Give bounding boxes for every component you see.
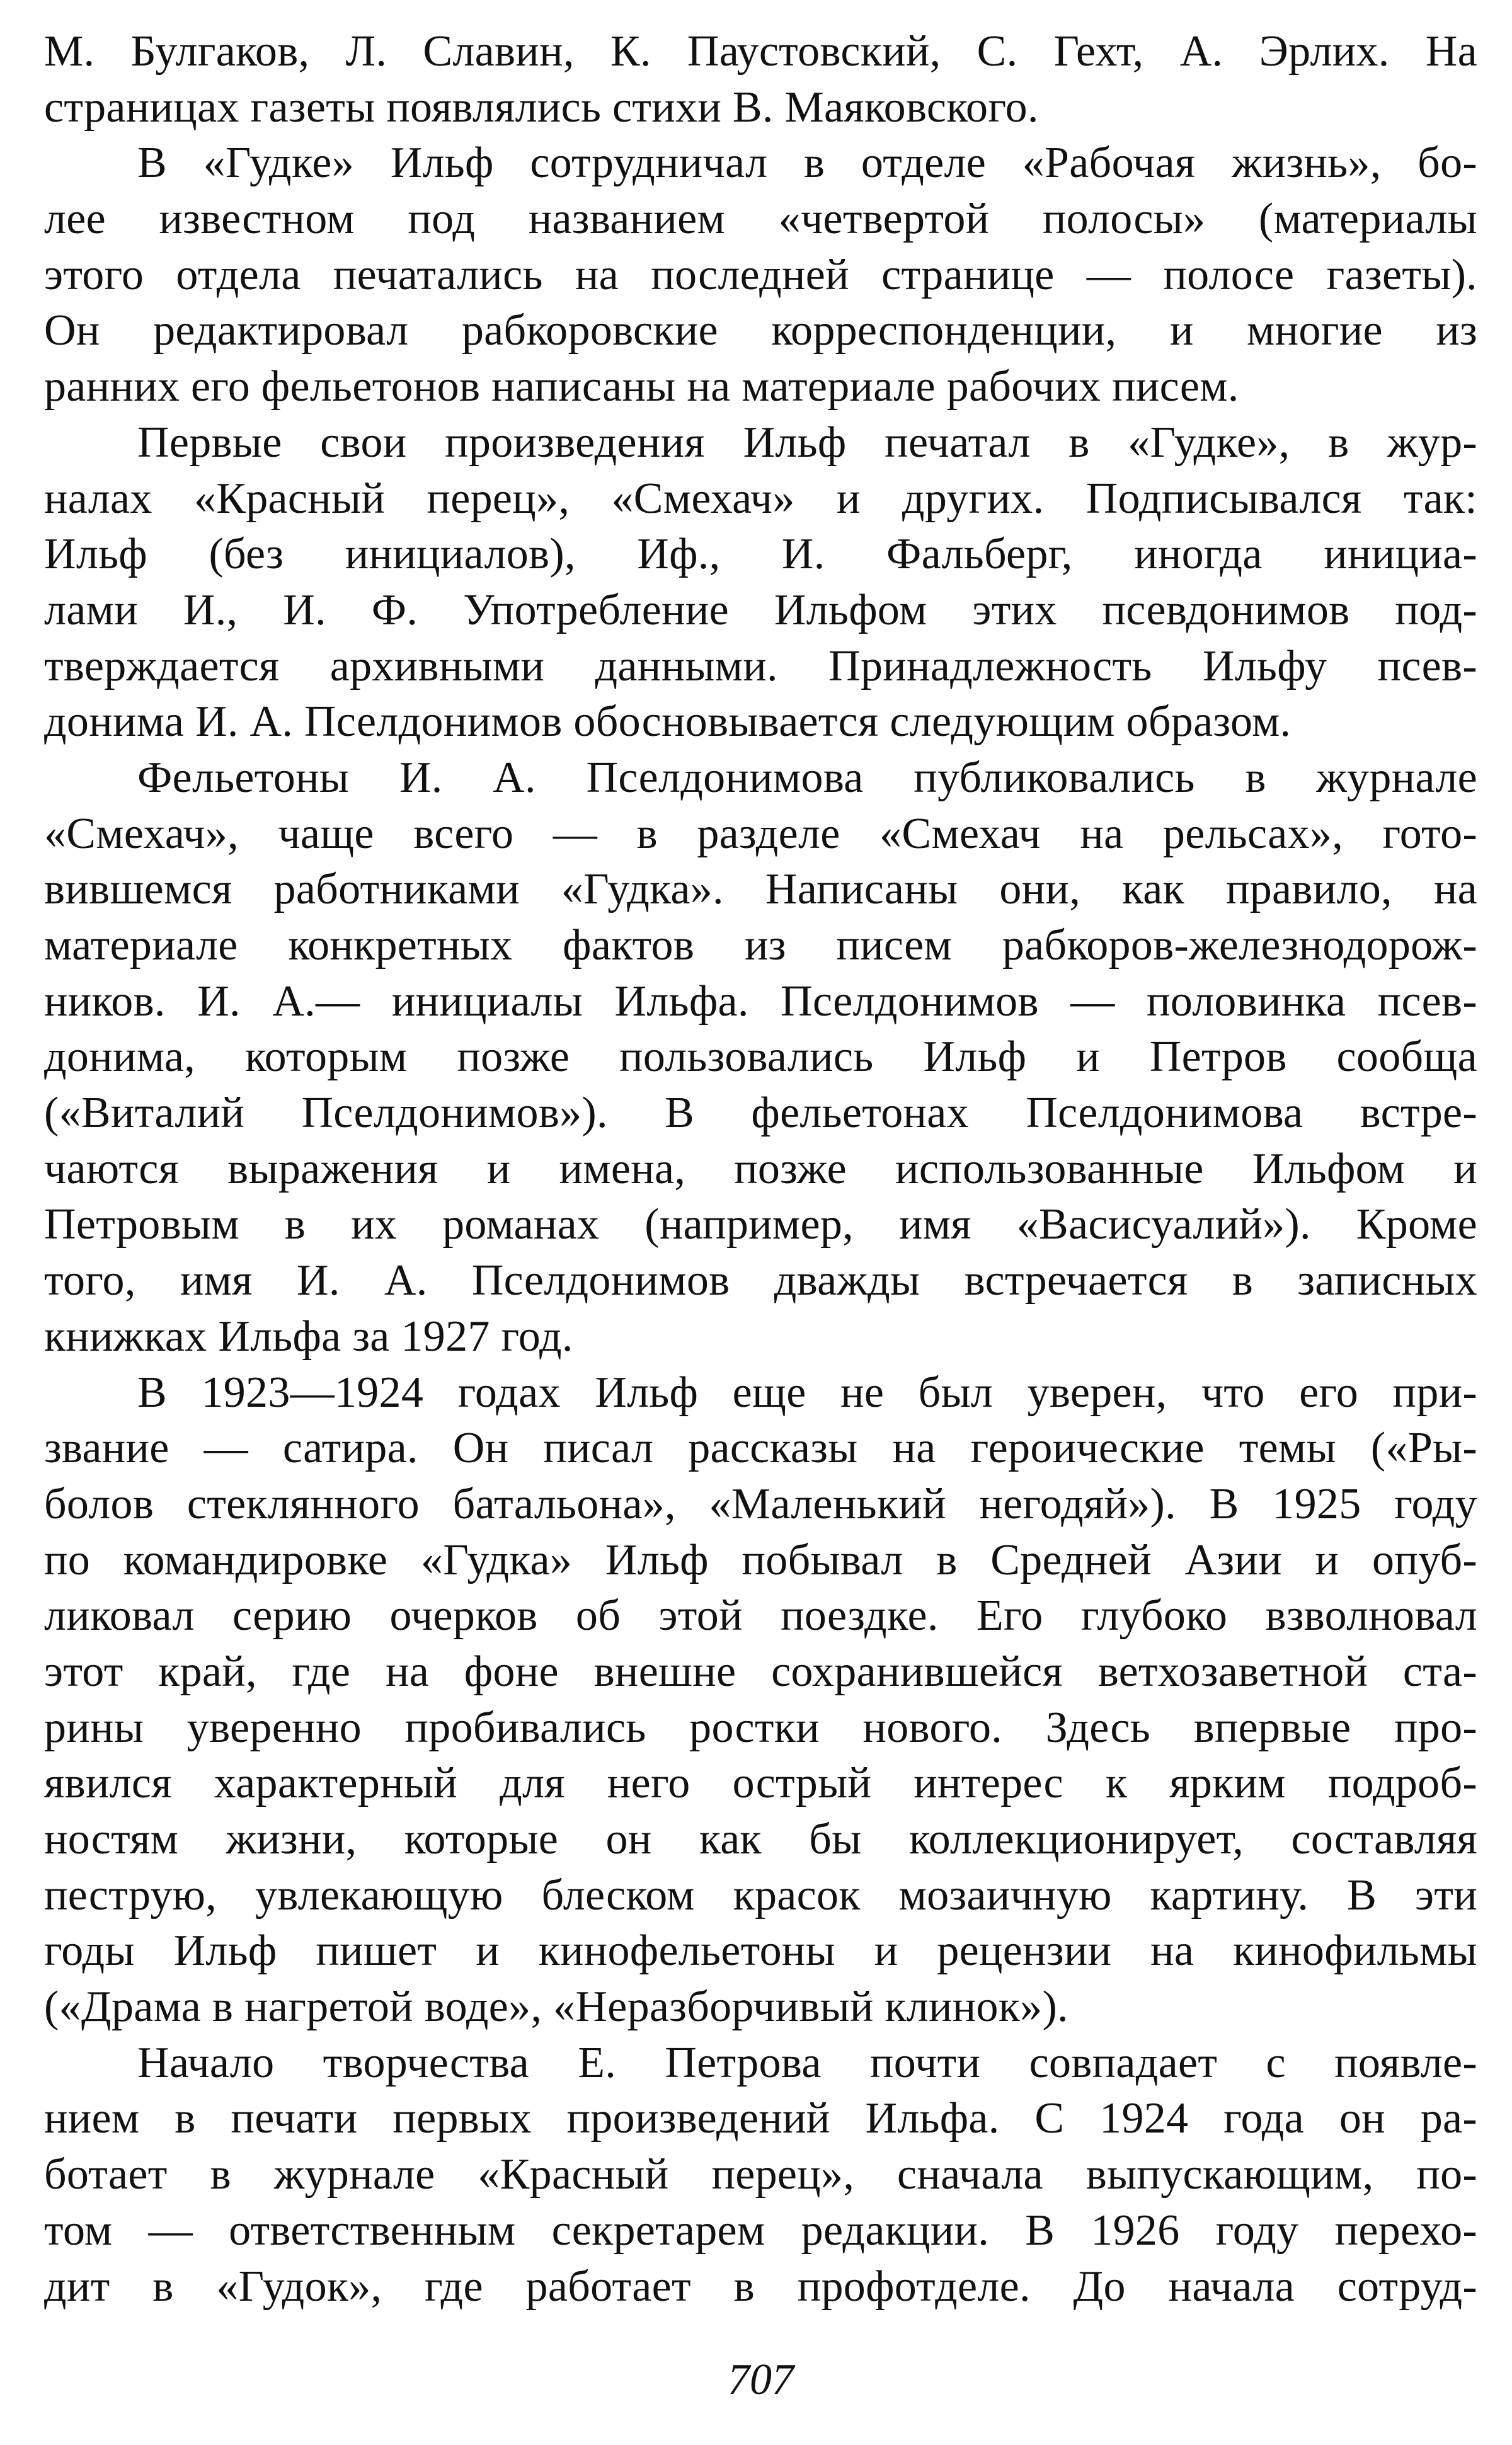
text-line: Он редактировал рабкоровские корреспонденции, и многие из	[44, 306, 1477, 355]
text-line: («Драма в нагретой воде», «Неразборчивый клинок»).	[44, 1983, 1068, 2032]
text-line: рины уверенно пробивались ростки нового. Здесь впервые про-	[44, 1703, 1477, 1752]
book-page	[44, 24, 1477, 2418]
text-line: ботает в журнале «Красный перец», сначала выпускающим, по-	[44, 2150, 1477, 2199]
text-line: ранних его фельетонов написаны на материале рабочих писем.	[44, 362, 1239, 411]
text-line: лее известном под названием «четвертой полосы» (материалы	[44, 195, 1477, 244]
body-text	[44, 24, 1477, 2315]
text-line: Начало творчества Е. Петрова почти совпадает с появле-	[137, 2038, 1477, 2087]
text-line: годы Ильф пишет и кинофельетоны и рецензии на кинофильмы	[44, 1927, 1477, 1976]
text-line: Петровым в их романах (например, имя «Васисуалий»). Кроме	[44, 1200, 1477, 1249]
text-line: том — ответственным секретарем редакции. В 1926 году перехо-	[44, 2206, 1477, 2255]
text-line: налах «Красный перец», «Смехач» и других. Подписывался так:	[44, 474, 1477, 523]
paragraph	[44, 750, 1477, 1365]
text-line: донима, которым позже пользовались Ильф и Петров сообща	[44, 1033, 1477, 1082]
paragraph	[44, 1365, 1477, 2036]
paragraph	[44, 2036, 1477, 2315]
text-line: вившемся работниками «Гудка». Написаны они, как правило, на	[44, 865, 1477, 914]
text-line: пеструю, увлекающую блеском красок мозаичную картину. В эти	[44, 1870, 1477, 1920]
text-line: ников. И. А.— инициалы Ильфа. Пселдонимов — половинка псев-	[44, 976, 1477, 1026]
text-line: Первые свои произведения Ильф печатал в «Гудке», в жур-	[137, 418, 1477, 467]
text-line: этот край, где на фоне внешне сохранившейся ветхозаветной ста-	[44, 1647, 1477, 1696]
text-line: явился характерный для него острый интерес к ярким подроб-	[44, 1759, 1477, 1808]
text-line: «Смехач», чаще всего — в разделе «Смехач на рельсах», гото-	[44, 809, 1477, 858]
text-line: ликовал серию очерков об этой поездке. Его глубоко взволновал	[44, 1591, 1477, 1640]
text-line: материале конкретных фактов из писем рабкоров-железнодорож-	[44, 921, 1477, 970]
text-line: чаются выражения и имена, позже использованные Ильфом и	[44, 1144, 1477, 1193]
paragraph	[44, 135, 1477, 415]
text-line: Ильф (без инициалов), Иф., И. Фальберг, иногда инициа-	[44, 530, 1477, 579]
text-line: болов стеклянного батальона», «Маленький негодяй»). В 1925 году	[44, 1479, 1477, 1528]
text-line: дит в «Гудок», где работает в профотделе. До начала сотруд-	[44, 2262, 1477, 2311]
text-line: книжках Ильфа за 1927 год.	[44, 1312, 573, 1361]
text-line: В «Гудке» Ильф сотрудничал в отделе «Рабочая жизнь», бо-	[137, 139, 1477, 188]
text-line: Фельетоны И. А. Пселдонимова публиковались в журнале	[137, 753, 1477, 802]
text-line: М. Булгаков, Л. Славин, К. Паустовский, С. Гехт, А. Эрлих. На	[44, 27, 1477, 76]
text-line: ностям жизни, которые он как бы коллекционирует, составляя	[44, 1815, 1477, 1864]
text-line: того, имя И. А. Пселдонимов дважды встречается в записных	[44, 1256, 1477, 1305]
paragraph	[44, 24, 1477, 135]
text-line: В 1923—1924 годах Ильф еще не был уверен, что его при-	[137, 1368, 1477, 1417]
text-line: нием в печати первых произведений Ильфа. С 1924 года он ра-	[44, 2094, 1477, 2143]
text-line: («Виталий Пселдонимов»). В фельетонах Пселдонимова встре-	[44, 1089, 1477, 1138]
text-line: этого отдела печатались на последней странице — полосе газеты).	[44, 250, 1477, 299]
text-line: звание — сатира. Он писал рассказы на героические темы («Ры-	[44, 1424, 1477, 1473]
text-line: лами И., И. Ф. Употребление Ильфом этих псевдонимов под-	[44, 585, 1477, 634]
text-line: тверждается архивными данными. Принадлежность Ильфу псев-	[44, 641, 1477, 690]
text-line: по командировке «Гудка» Ильф побывал в Средней Азии и опуб-	[44, 1535, 1477, 1584]
page-number: 707	[728, 2356, 794, 2404]
text-line: страницах газеты появлялись стихи В. Маяковского.	[44, 83, 1039, 132]
text-line: донима И. А. Пселдонимов обосновывается следующим образом.	[44, 697, 1292, 747]
paragraph	[44, 415, 1477, 750]
